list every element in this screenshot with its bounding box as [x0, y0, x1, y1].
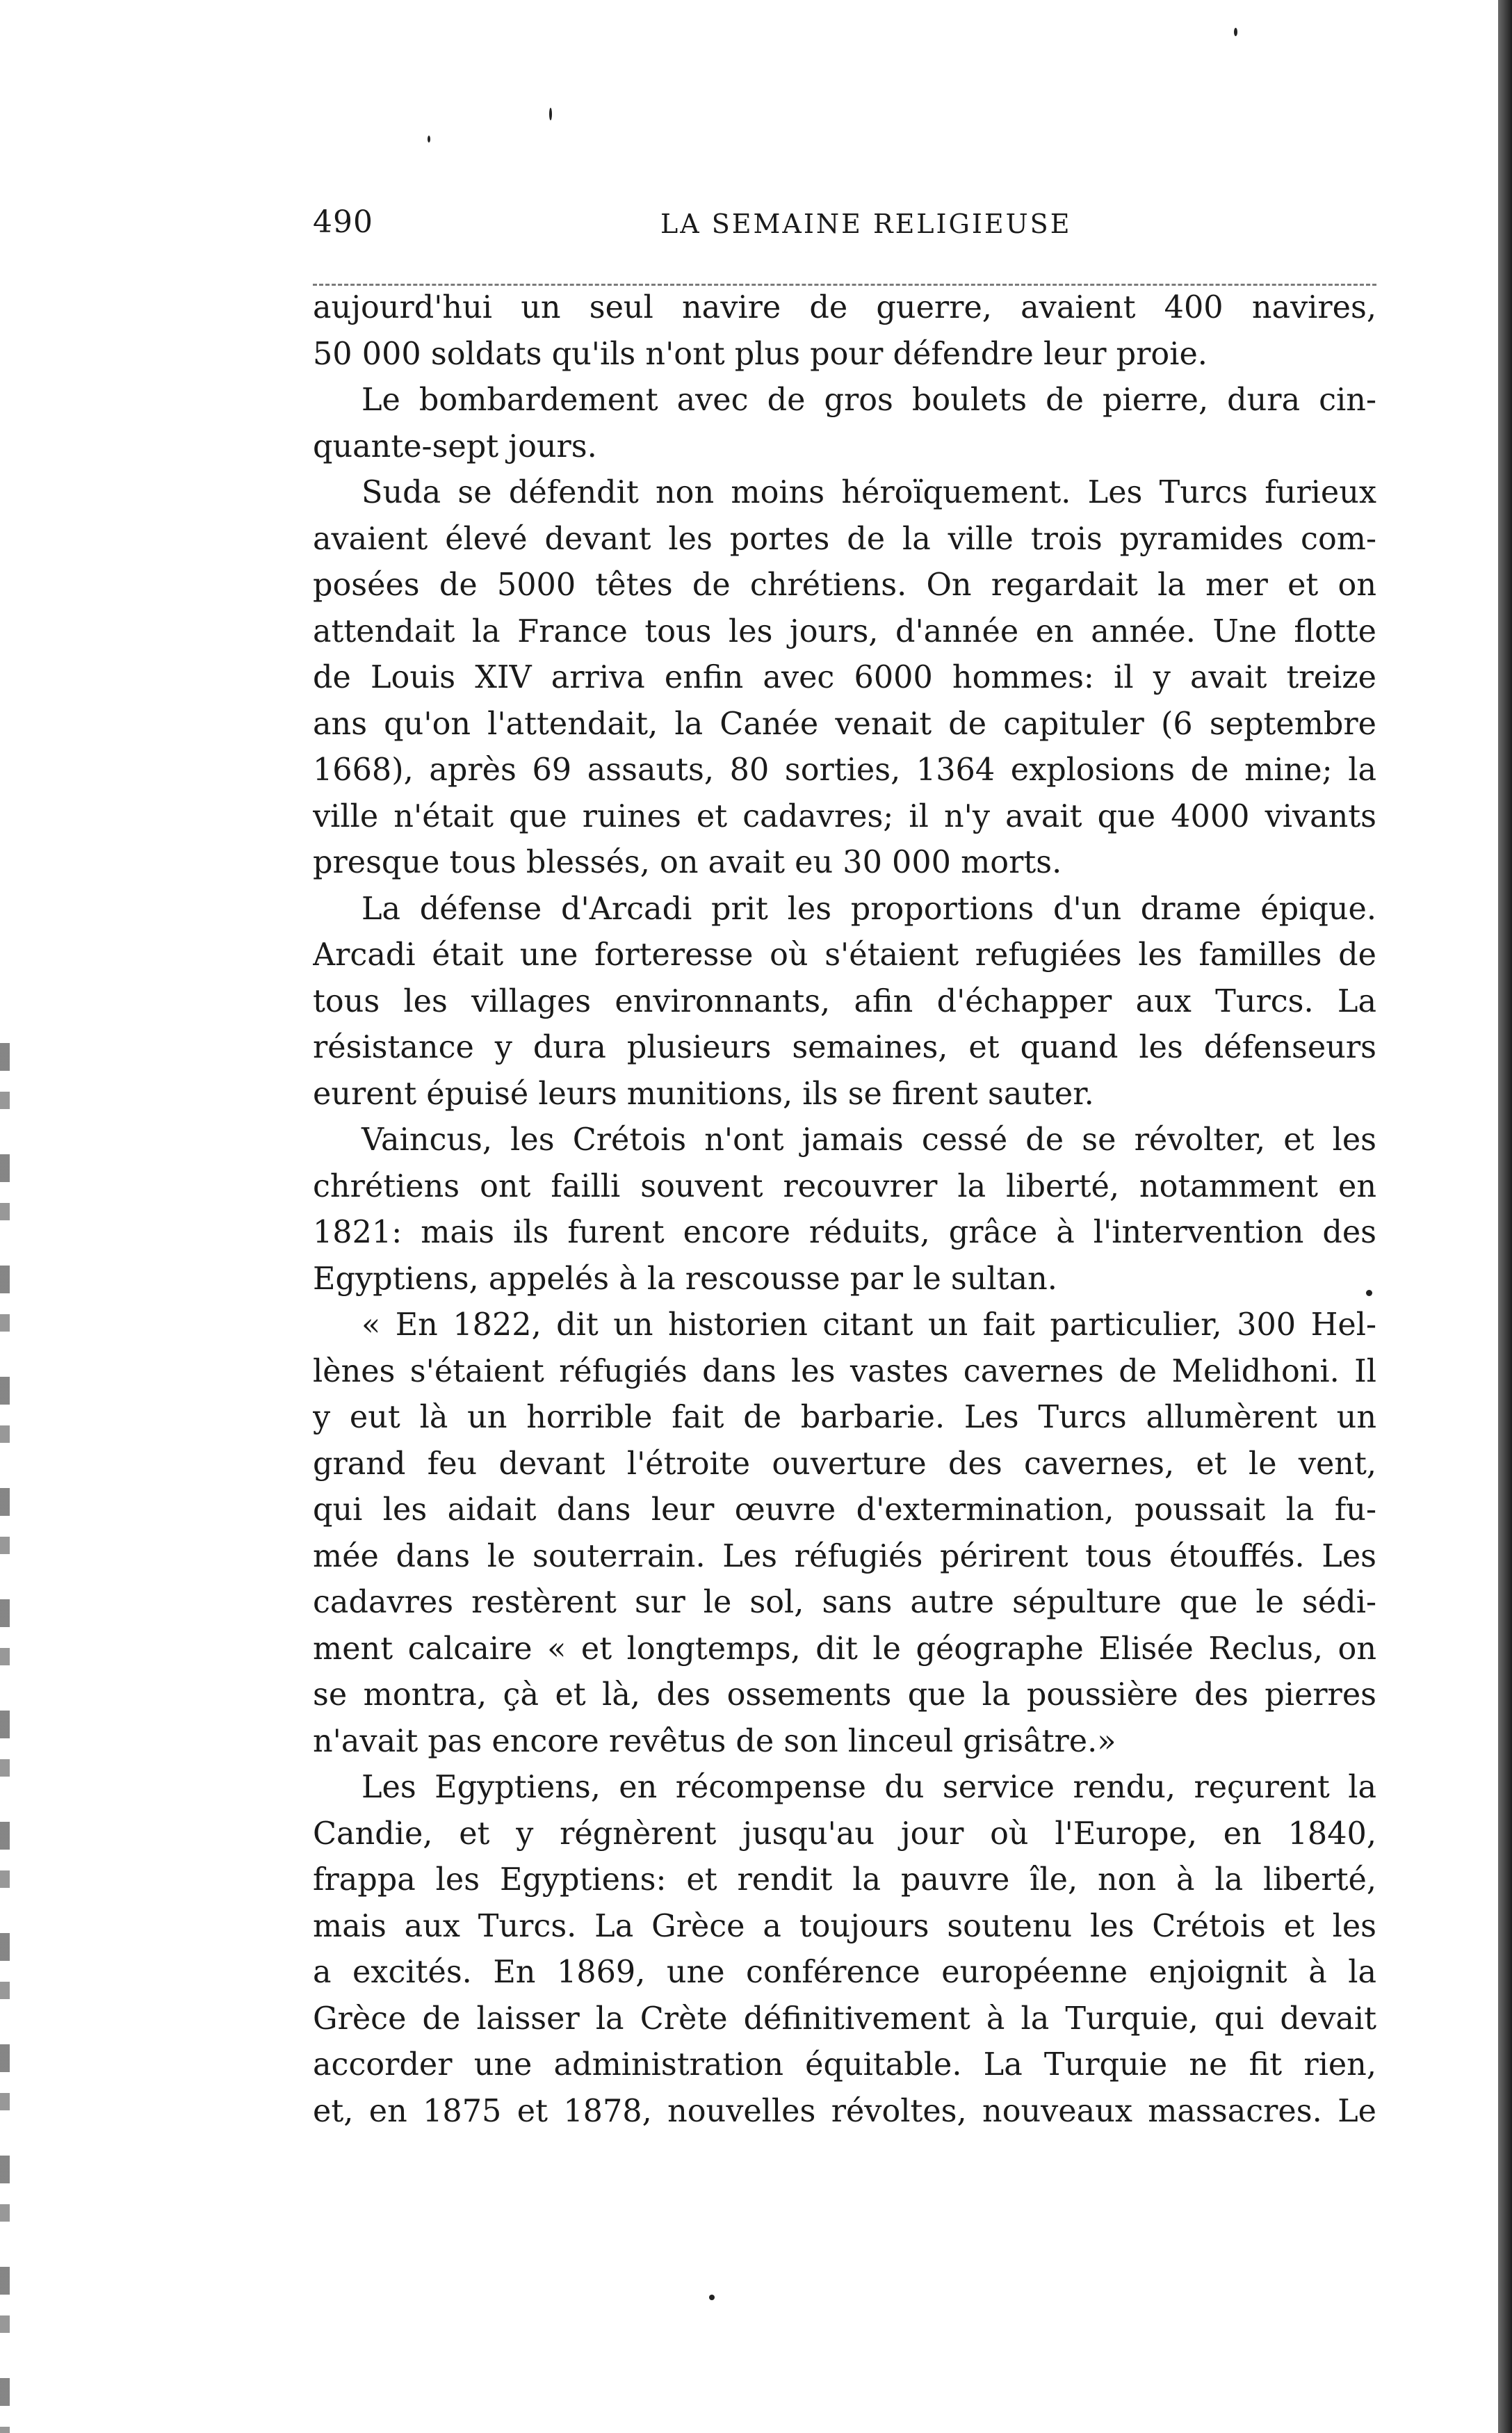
text-line: grand feu devant l'étroite ouverture des cavernes, et le vent, [313, 1446, 1376, 1482]
text-line: La défense d'Arcadi prit les proportions d'un drame épique. [361, 891, 1376, 927]
text-line: 1668), après 69 assauts, 80 sorties, 1364 explosions de mine; la [313, 752, 1376, 788]
text-line: Arcadi était une forteresse où s'étaient refugiées les familles de [313, 937, 1376, 973]
text-line: Egyptiens, appelés à la rescousse par le sultan. [313, 1261, 1057, 1297]
binding-edge [0, 1043, 10, 2433]
text-line: qui les aidait dans leur œuvre d'extermination, poussait la fu- [313, 1492, 1376, 1528]
page-header [313, 202, 1376, 243]
text-line: 50 000 soldats qu'ils n'ont plus pour défendre leur proie. [313, 336, 1208, 372]
speck [428, 136, 430, 143]
page-edge-shadow [1498, 0, 1512, 2433]
text-line: presque tous blessés, on avait eu 30 000 morts. [313, 845, 1062, 880]
text-line: eurent épuisé leurs munitions, ils se firent sauter. [313, 1076, 1094, 1112]
text-line: accorder une administration équitable. La Turquie ne fit rien, [313, 2047, 1376, 2083]
text-line: mais aux Turcs. La Grèce a toujours soutenu les Crétois et les [313, 1908, 1376, 1944]
text-line: et, en 1875 et 1878, nouvelles révoltes, nouveaux massacres. Le [313, 2093, 1376, 2129]
speck [1234, 28, 1237, 36]
text-line: « En 1822, dit un historien citant un fait particulier, 300 Hel- [361, 1307, 1376, 1343]
page-number: 490 [313, 204, 373, 240]
text-line: Les Egyptiens, en récompense du service rendu, reçurent la [361, 1770, 1376, 1805]
text-line: Le bombardement avec de gros boulets de pierre, dura cin- [361, 382, 1376, 418]
speck [1366, 1290, 1372, 1296]
text-line: résistance y dura plusieurs semaines, et quand les défenseurs [313, 1030, 1376, 1065]
text-line: chrétiens ont failli souvent recouvrer la liberté, notamment en [313, 1168, 1376, 1204]
text-line: lènes s'étaient réfugiés dans les vastes cavernes de Melidhoni. Il [313, 1353, 1376, 1389]
text-line: de Louis XIV arriva enfin avec 6000 hommes: il y avait treize [313, 660, 1376, 695]
text-line: Candie, et y régnèrent jusqu'au jour où l'Europe, en 1840, [313, 1816, 1376, 1852]
text-line: Vaincus, les Crétois n'ont jamais cessé de se révolter, et les [361, 1122, 1376, 1158]
text-line: aujourd'hui un seul navire de guerre, avaient 400 navires, [313, 290, 1376, 325]
text-line: Grèce de laisser la Crète définitivement à la Turquie, qui devait [313, 2000, 1376, 2037]
text-line: ans qu'on l'attendait, la Canée venait de capituler (6 septembre [313, 706, 1376, 742]
text-line: y eut là un horrible fait de barbarie. Les Turcs allumèrent un [313, 1400, 1376, 1435]
text-line: n'avait pas encore revêtus de son linceul grisâtre.» [313, 1723, 1116, 1759]
text-line: 1821: mais ils furent encore réduits, grâce à l'intervention des [313, 1215, 1376, 1250]
text-line: mée dans le souterrain. Les réfugiés périrent tous étouffés. Les [313, 1538, 1376, 1574]
text-line: attendait la France tous les jours, d'année en année. Une flotte [313, 613, 1376, 649]
text-line: Suda se défendit non moins héroïquement. Les Turcs furieux [361, 475, 1376, 510]
text-line: ville n'était que ruines et cadavres; il n'y avait que 4000 vivants [313, 798, 1376, 834]
text-line: quante-sept jours. [313, 428, 597, 464]
body-text [313, 285, 1376, 2135]
text-line: frappa les Egyptiens: et rendit la pauvre île, non à la liberté, [313, 1862, 1376, 1898]
text-line: avaient élevé devant les portes de la ville trois pyramides com- [313, 521, 1376, 557]
text-line: a excités. En 1869, une conférence européenne enjoignit à la [313, 1955, 1376, 1990]
text-line: tous les villages environnants, afin d'échapper aux Turcs. La [313, 983, 1376, 1019]
speck [549, 108, 552, 120]
text-line: se montra, çà et là, des ossements que la poussière des pierres [313, 1677, 1376, 1713]
text-line: ment calcaire « et longtemps, dit le géographe Elisée Reclus, on [313, 1631, 1376, 1667]
running-title: LA SEMAINE RELIGIEUSE [660, 209, 1072, 239]
text-line: posées de 5000 têtes de chrétiens. On regardait la mer et on [313, 567, 1376, 603]
text-line: cadavres restèrent sur le sol, sans autre sépulture que le sédi- [313, 1585, 1376, 1620]
speck [709, 2295, 715, 2300]
